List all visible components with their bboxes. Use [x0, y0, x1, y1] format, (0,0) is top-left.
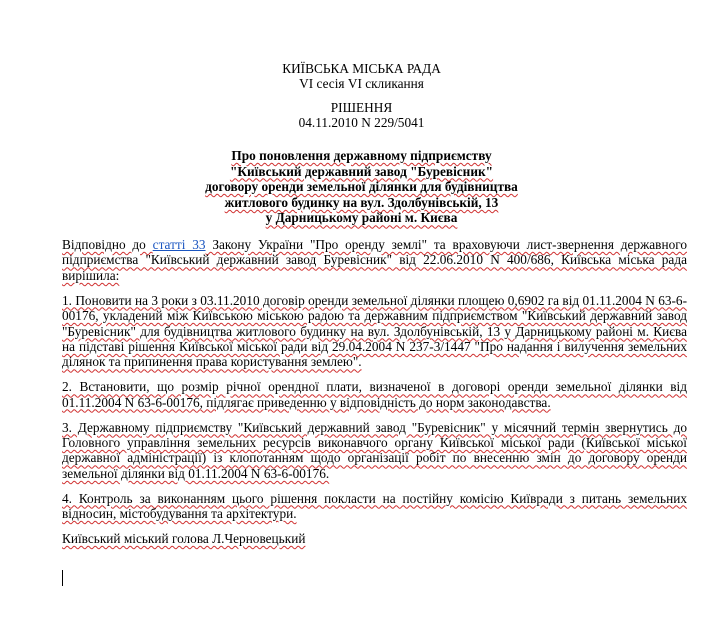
- document-type: РІШЕННЯ: [330, 99, 393, 115]
- decision-item-1: 1. Поновити на 3 роки з 03.11.2010 договір оренди земельної ділянки площею 0,6902 га від 01.11.2004 N 63-6-00176, укладений між Київською міською радою та державним підприємством "Київський державний завод "Буревісник" для будівництва житлового будинку на вул. Здолбунівській, 13 у Дарницькому районі м. Києва на підставі рішення Київської міської ради від 29.04.2004 N 237-3/1447 "Про надання і вилучення земельних ділянок та припинення права користування землею".: [62, 292, 687, 370]
- title-line: житлового будинку на вул. Здолбунівській, 13: [224, 194, 499, 210]
- preamble-text-end: Закону України "Про оренду землі" та враховуючи лист-звернення державного підприємства "Київський державний завод Буревісник" від 22.06.2010 N 400/686, Київська міська рада вирішила:: [62, 237, 687, 283]
- preamble-paragraph: [62, 237, 687, 283]
- decision-item-3: 3. Державному підприємству "Київський державний завод "Буревісник" у місячний термін звернутись до Головного управління земельних ресурсів виконавчого органу Київської міської ради (Київської міської державної адміністрації) із клопотанням щодо організації робіт по внесенню змін до договору оренди земельної ділянки від 01.11.2004 N 63-6-00176.: [62, 419, 687, 481]
- decision-item-4: 4. Контроль за виконанням цього рішення покласти на постійну комісію Київради з питань земельних відносин, містобудування та архітектури.: [62, 490, 687, 522]
- preamble-text-start: Відповідно до: [62, 237, 153, 252]
- date-and-number: 04.11.2010 N 229/5041: [298, 115, 425, 131]
- title-line: "Київський державний завод "Буревісник": [229, 163, 494, 179]
- law-article-link[interactable]: статті 33: [152, 237, 206, 252]
- document-header: [0, 61, 723, 131]
- council-name: КИЇВСЬКА МІСЬКА РАДА: [282, 61, 441, 76]
- title-line: Про поновлення державному підприємству: [231, 148, 492, 163]
- text-cursor: [62, 570, 63, 586]
- session-info: VI сесія VI скликання: [299, 76, 424, 92]
- decision-item-2: 2. Встановити, що розмір річної орендної плати, визначеної в договорі оренди земельної ділянки від 01.11.2004 N 63-6-00176, підлягає приведенню у відповідність до норм законодавства.: [62, 379, 687, 410]
- document-title: [0, 148, 723, 226]
- document-body: [62, 237, 687, 552]
- title-line: договору оренди земельної ділянки для будівництва: [205, 179, 518, 195]
- signature-line: Київський міський голова Л.Черновецький: [62, 531, 306, 546]
- title-line: у Дарницькому районі м. Києва: [265, 210, 458, 226]
